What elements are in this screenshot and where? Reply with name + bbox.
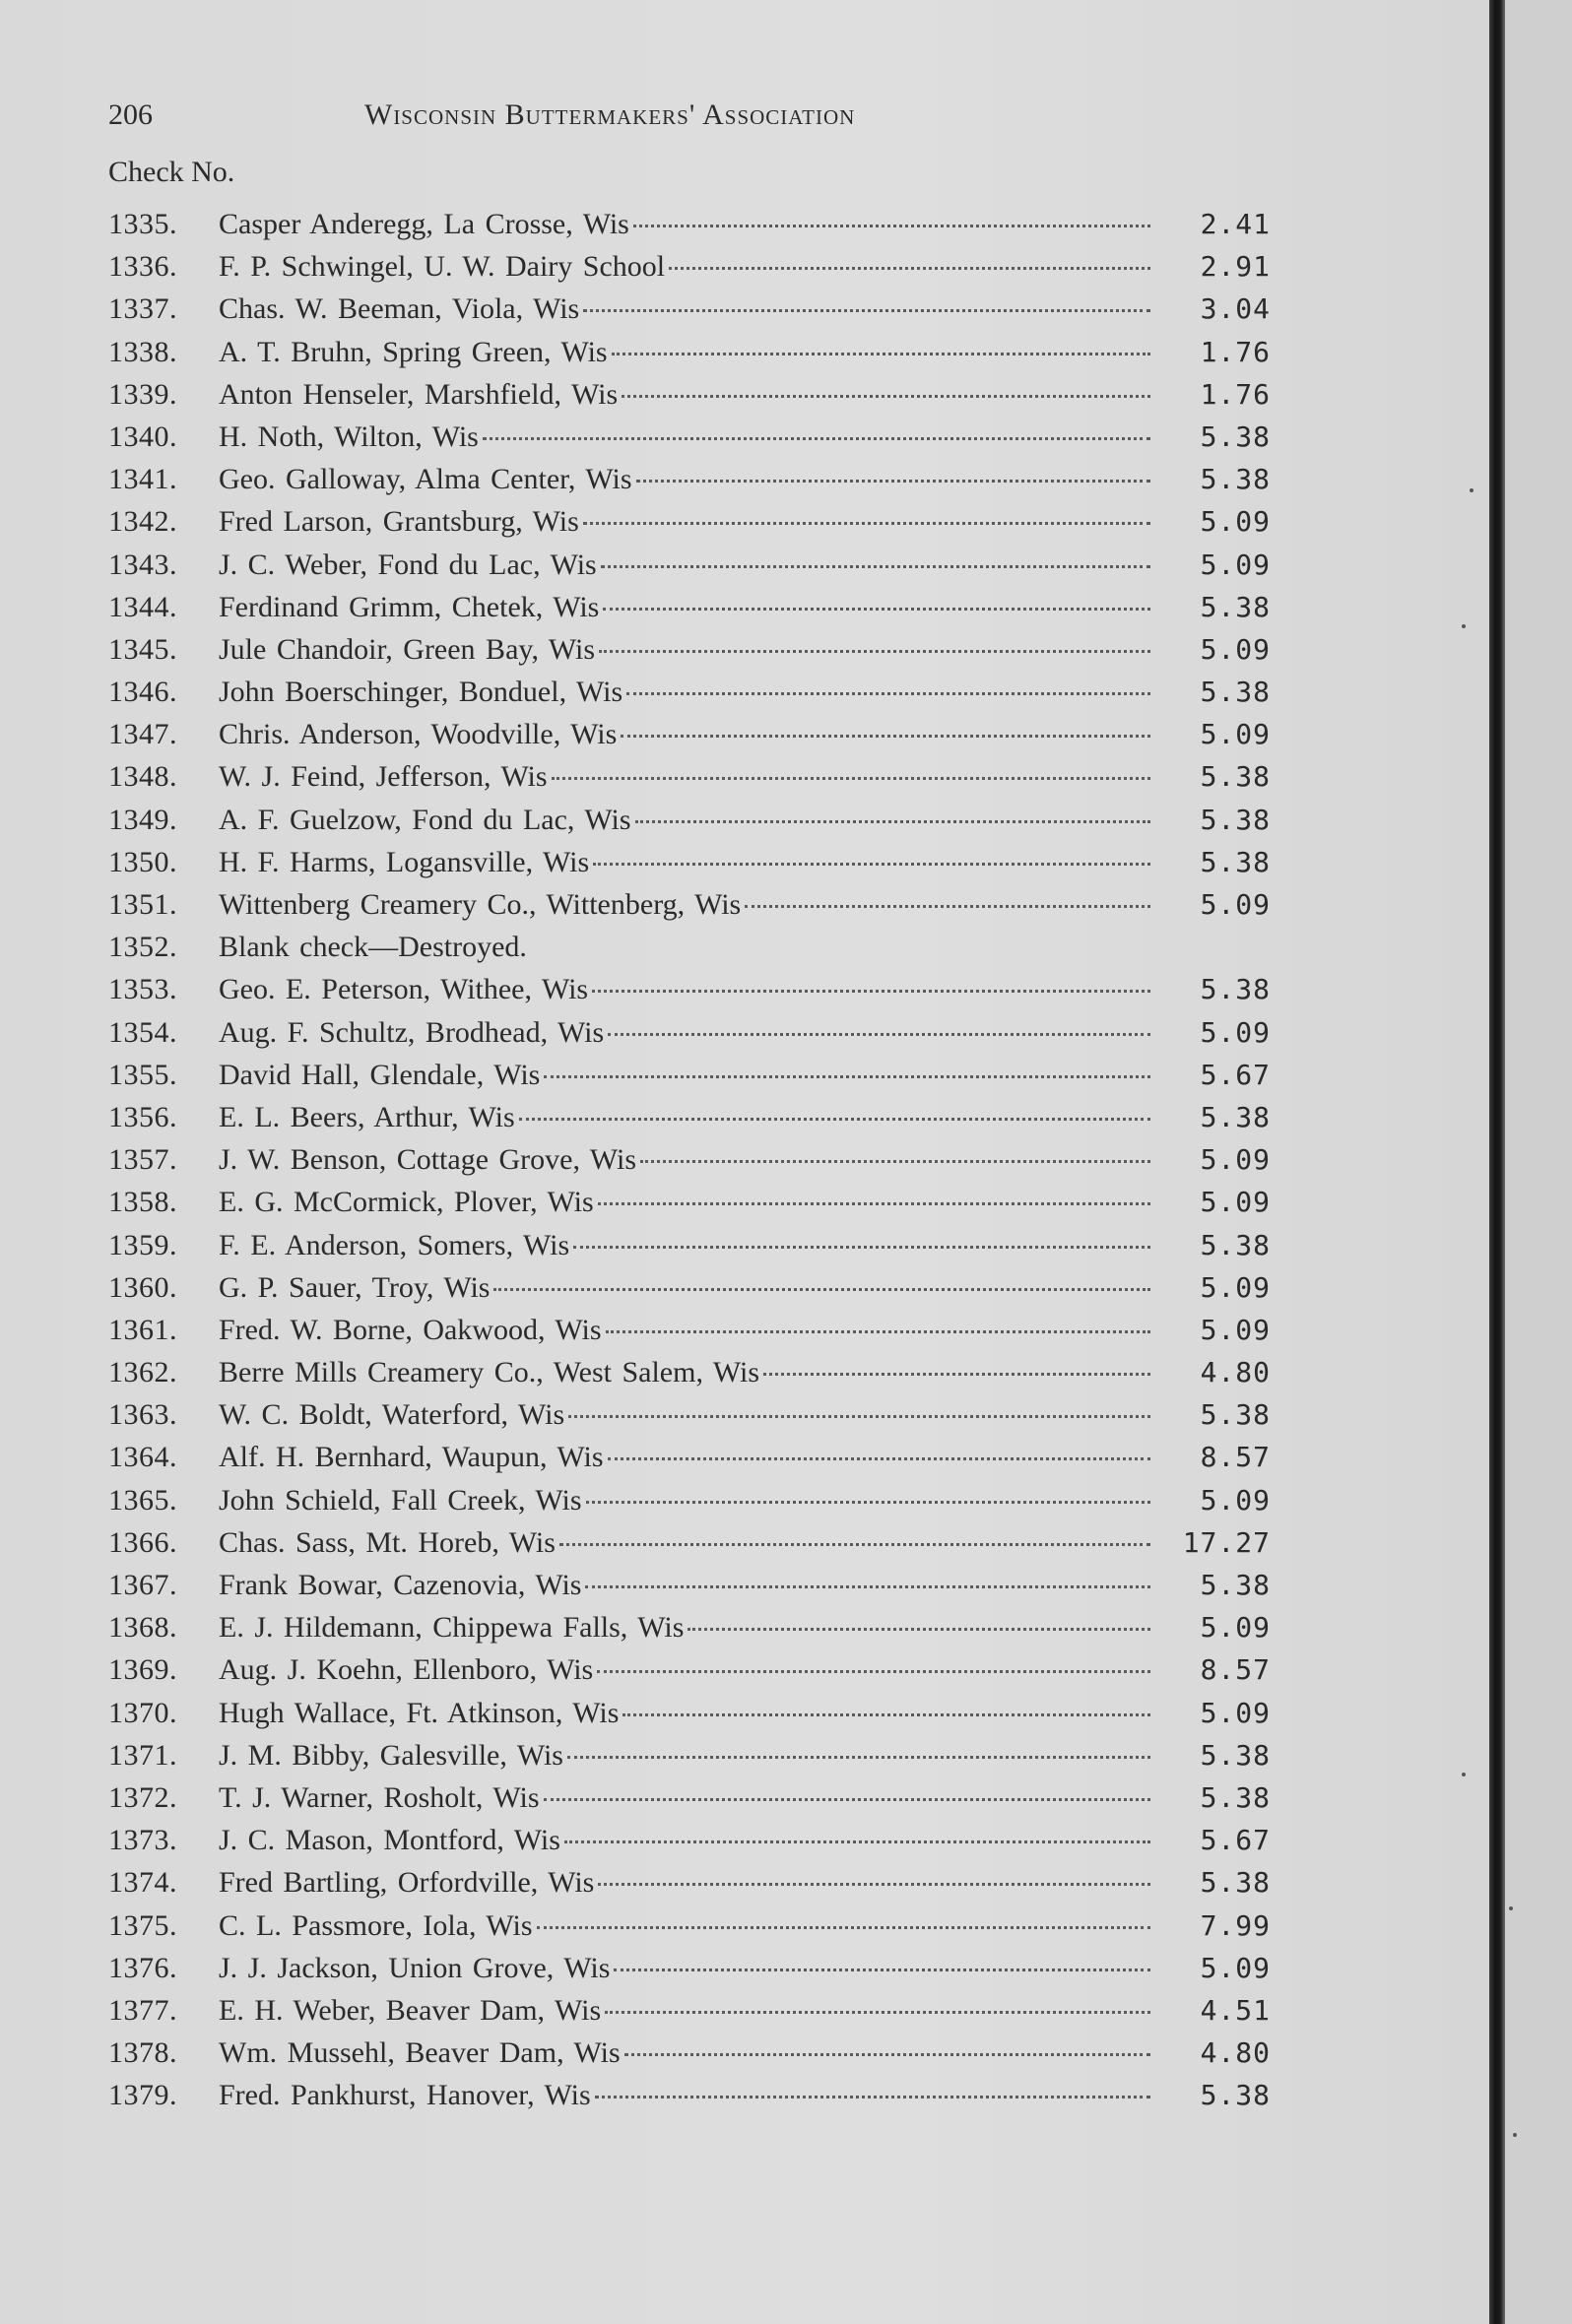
- dot-leader: [483, 437, 1150, 440]
- check-amount: 5.38: [1200, 676, 1271, 709]
- check-amount: 17.27: [1182, 1525, 1271, 1559]
- check-amount: 5.09: [1200, 548, 1271, 581]
- check-number: 1344.: [108, 590, 177, 623]
- check-entry-row: [0, 1564, 1489, 1606]
- dot-leader: [544, 1798, 1151, 1801]
- payee-name: Fred. Pankhurst, Hanover, Wis: [219, 2079, 591, 2112]
- check-entry-row: [0, 373, 1489, 416]
- payee-cell: [219, 1648, 1150, 1691]
- payee-name: Aug. J. Koehn, Ellenboro, Wis: [219, 1653, 594, 1687]
- dot-leader: [583, 522, 1150, 525]
- check-number: 1375.: [108, 1908, 177, 1942]
- check-entry-row: [0, 713, 1489, 755]
- payee-name: Ferdinand Grimm, Chetek, Wis: [219, 590, 600, 623]
- check-entry-row: [0, 416, 1489, 458]
- check-entry-row: [0, 1606, 1489, 1648]
- check-number: 1359.: [108, 1228, 177, 1261]
- payee-name: A. F. Guelzow, Fond du Lac, Wis: [219, 803, 631, 836]
- payee-cell: [219, 1266, 1150, 1309]
- payee-cell: [219, 1309, 1150, 1351]
- payee-cell: [219, 1692, 1150, 1734]
- check-number: 1351.: [108, 888, 177, 921]
- check-amount: 5.09: [1200, 718, 1271, 751]
- dot-leader: [636, 480, 1150, 483]
- dot-leader: [633, 225, 1150, 227]
- payee-cell: [219, 1436, 1150, 1478]
- check-number: 1347.: [108, 718, 177, 751]
- check-entry-row: [0, 458, 1489, 500]
- check-entry-row: [0, 1734, 1489, 1776]
- dot-leader: [601, 565, 1150, 568]
- check-amount: 8.57: [1200, 1653, 1271, 1687]
- payee-name: Wittenberg Creamery Co., Wittenberg, Wis: [219, 888, 742, 921]
- check-amount: 5.38: [1200, 1738, 1271, 1772]
- payee-cell: [219, 1011, 1150, 1054]
- check-amount: 5.38: [1200, 590, 1271, 623]
- dot-leader: [586, 1501, 1150, 1504]
- payee-name: E. H. Weber, Beaver Dam, Wis: [219, 1993, 602, 2027]
- dot-leader: [595, 2096, 1150, 2098]
- payee-name: Geo. Galloway, Alma Center, Wis: [219, 463, 632, 496]
- payee-cell: [219, 1861, 1150, 1904]
- dot-leader: [612, 353, 1150, 355]
- check-entry-row: [0, 1904, 1489, 1947]
- check-entry-row: [0, 288, 1489, 330]
- running-title: Wisconsin Buttermakers' Association: [364, 98, 856, 131]
- dot-leader: [493, 1288, 1150, 1291]
- check-amount: 2.91: [1200, 250, 1271, 284]
- dot-leader: [614, 1969, 1150, 1971]
- payee-name: J. C. Weber, Fond du Lac, Wis: [219, 548, 597, 581]
- payee-name: J. J. Jackson, Union Grove, Wis: [219, 1951, 611, 1984]
- payee-cell: [219, 1393, 1150, 1436]
- check-entry-row: [0, 1776, 1489, 1819]
- check-number: 1339.: [108, 377, 177, 411]
- payee-cell: [219, 1521, 1150, 1564]
- dot-leader: [626, 692, 1150, 695]
- check-amount: 5.38: [1200, 1398, 1271, 1432]
- dot-leader: [564, 1840, 1150, 1843]
- dot-leader: [519, 1118, 1150, 1121]
- check-entry-row: [0, 1692, 1489, 1734]
- check-entry-row: [0, 544, 1489, 586]
- payee-cell: [219, 883, 1150, 926]
- check-number: 1379.: [108, 2079, 177, 2112]
- payee-name: W. C. Boldt, Waterford, Wis: [219, 1398, 565, 1432]
- check-entry-row: [0, 245, 1489, 288]
- payee-name: Alf. H. Bernhard, Waupun, Wis: [219, 1441, 604, 1474]
- payee-name: J. C. Mason, Montford, Wis: [219, 1824, 560, 1857]
- payee-name: David Hall, Glendale, Wis: [219, 1058, 541, 1091]
- check-amount: 5.38: [1200, 463, 1271, 496]
- payee-name: Chris. Anderson, Woodville, Wis: [219, 718, 618, 751]
- payee-name: Wm. Mussehl, Beaver Dam, Wis: [219, 2036, 621, 2070]
- check-amount: 5.38: [1200, 1780, 1271, 1814]
- dot-leader: [621, 735, 1150, 738]
- dot-leader: [537, 1926, 1150, 1929]
- dot-leader: [608, 1033, 1150, 1036]
- payee-name: Chas. W. Beeman, Viola, Wis: [219, 292, 580, 326]
- dot-leader: [605, 2011, 1150, 2014]
- check-amount: 4.80: [1200, 2036, 1271, 2070]
- payee-cell: [219, 1096, 1150, 1138]
- dot-leader: [598, 1883, 1150, 1886]
- check-number: 1368.: [108, 1611, 177, 1645]
- check-amount: 5.09: [1200, 1483, 1271, 1517]
- payee-cell: [219, 2074, 1150, 2116]
- check-entry-row: [0, 628, 1489, 671]
- payee-cell: [219, 1224, 1150, 1266]
- check-entry-row: [0, 1054, 1489, 1096]
- dot-leader: [624, 2053, 1150, 2056]
- check-entry-row: [0, 1309, 1489, 1351]
- check-entry-row: [0, 926, 1489, 968]
- check-amount: 5.09: [1200, 1951, 1271, 1984]
- check-entry-row: [0, 1819, 1489, 1861]
- payee-cell: [219, 1776, 1150, 1819]
- payee-name: Fred Bartling, Orfordville, Wis: [219, 1866, 595, 1900]
- payee-cell: [219, 1904, 1150, 1947]
- payee-cell: [219, 713, 1150, 755]
- dot-leader: [688, 1628, 1150, 1631]
- payee-name: Anton Henseler, Marshfield, Wis: [219, 377, 619, 411]
- payee-cell: [219, 288, 1150, 330]
- check-number: 1342.: [108, 505, 177, 539]
- dot-leader: [640, 1160, 1150, 1163]
- payee-cell: [219, 799, 1150, 841]
- payee-name: E. J. Hildemann, Chippewa Falls, Wis: [219, 1611, 685, 1645]
- payee-name: J. W. Benson, Cottage Grove, Wis: [219, 1143, 637, 1177]
- check-entry-row: [0, 1096, 1489, 1138]
- dot-leader: [559, 1543, 1150, 1546]
- check-amount: 5.38: [1200, 420, 1271, 453]
- check-list: [0, 203, 1489, 2116]
- payee-name: F. P. Schwingel, U. W. Dairy School: [219, 250, 666, 284]
- check-entry-row: [0, 203, 1489, 245]
- check-amount: 5.09: [1200, 1313, 1271, 1346]
- check-number: 1366.: [108, 1525, 177, 1559]
- dot-leader: [635, 820, 1150, 823]
- check-entry-row: [0, 2032, 1489, 2074]
- check-entry-row: [0, 586, 1489, 628]
- check-entry-row: [0, 799, 1489, 841]
- payee-cell: [219, 1479, 1150, 1521]
- check-entry-row: [0, 968, 1489, 1010]
- check-amount: 5.09: [1200, 888, 1271, 921]
- check-amount: 1.76: [1200, 335, 1271, 368]
- check-amount: 2.41: [1200, 208, 1271, 240]
- payee-cell: [219, 628, 1150, 671]
- check-entry-row: [0, 755, 1489, 798]
- dot-leader: [552, 777, 1150, 780]
- check-number: 1355.: [108, 1058, 177, 1091]
- paper-speck: [1509, 1906, 1513, 1910]
- payee-cell: [219, 245, 1150, 288]
- check-number: 1356.: [108, 1100, 177, 1133]
- check-entry-row: [0, 331, 1489, 373]
- payee-name: John Schield, Fall Creek, Wis: [219, 1483, 582, 1517]
- check-entry-row: [0, 1393, 1489, 1436]
- payee-name: Chas. Sass, Mt. Horeb, Wis: [219, 1525, 556, 1559]
- check-number: 1362.: [108, 1356, 177, 1389]
- check-number: 1360.: [108, 1270, 177, 1304]
- dot-leader: [567, 1756, 1150, 1759]
- payee-cell: [219, 1054, 1150, 1096]
- payee-cell: [219, 1351, 1150, 1393]
- check-amount: 5.09: [1200, 1270, 1271, 1304]
- check-number: 1365.: [108, 1483, 177, 1517]
- dot-leader: [606, 1330, 1150, 1333]
- check-amount: 5.09: [1200, 1186, 1271, 1219]
- page-header: [108, 98, 1271, 138]
- check-entry-row: [0, 1861, 1489, 1904]
- check-number: 1373.: [108, 1824, 177, 1857]
- dot-leader: [544, 1075, 1150, 1078]
- column-heading: Check No.: [108, 156, 235, 188]
- dot-leader: [593, 863, 1150, 866]
- check-number: 1353.: [108, 973, 177, 1006]
- payee-name: T. J. Warner, Rosholt, Wis: [219, 1780, 540, 1814]
- payee-name: J. M. Bibby, Galesville, Wis: [219, 1738, 563, 1772]
- check-number: 1337.: [108, 292, 177, 326]
- payee-name: Hugh Wallace, Ft. Atkinson, Wis: [219, 1696, 620, 1729]
- payee-name: W. J. Feind, Jefferson, Wis: [219, 760, 548, 794]
- payee-name: H. F. Harms, Logansville, Wis: [219, 845, 590, 878]
- dot-leader: [585, 1585, 1150, 1588]
- check-number: 1335.: [108, 208, 177, 240]
- check-amount: 5.38: [1200, 845, 1271, 878]
- check-entry-row: [0, 1947, 1489, 1989]
- payee-cell: [219, 755, 1150, 798]
- check-number: 1372.: [108, 1780, 177, 1814]
- dot-leader: [598, 1202, 1150, 1205]
- payee-cell: [219, 1606, 1150, 1648]
- check-amount: 5.38: [1200, 1569, 1271, 1601]
- check-entry-row: [0, 1351, 1489, 1393]
- dot-leader: [599, 650, 1150, 653]
- check-amount: 1.76: [1200, 377, 1271, 411]
- payee-cell: [219, 203, 1150, 245]
- check-amount: 8.57: [1200, 1441, 1271, 1474]
- payee-name: H. Noth, Wilton, Wis: [219, 420, 479, 453]
- check-amount: 4.80: [1200, 1356, 1271, 1389]
- check-number: 1345.: [108, 632, 177, 666]
- dot-leader: [603, 608, 1150, 611]
- payee-name: John Boerschinger, Bonduel, Wis: [219, 676, 623, 709]
- check-number: 1370.: [108, 1696, 177, 1729]
- dot-leader: [622, 1713, 1150, 1716]
- check-entry-row: [0, 1648, 1489, 1691]
- check-amount: 7.99: [1200, 1908, 1271, 1942]
- check-amount: 5.38: [1200, 760, 1271, 794]
- payee-name: G. P. Sauer, Troy, Wis: [219, 1270, 491, 1304]
- check-number: 1367.: [108, 1569, 177, 1601]
- payee-cell: [219, 2032, 1150, 2074]
- check-number: 1354.: [108, 1015, 177, 1049]
- payee-name: E. G. McCormick, Plover, Wis: [219, 1186, 594, 1219]
- payee-cell: [219, 1734, 1150, 1776]
- payee-name: E. L. Beers, Arthur, Wis: [219, 1100, 515, 1133]
- check-amount: 5.09: [1200, 632, 1271, 666]
- payee-name: Aug. F. Schultz, Brodhead, Wis: [219, 1015, 605, 1049]
- payee-name: Fred Larson, Grantsburg, Wis: [219, 505, 579, 539]
- payee-cell: [219, 500, 1150, 543]
- dot-leader: [568, 1415, 1150, 1418]
- check-number: 1343.: [108, 548, 177, 581]
- check-amount: 5.38: [1200, 1100, 1271, 1133]
- check-number: 1358.: [108, 1186, 177, 1219]
- check-entry-row: [0, 841, 1489, 883]
- check-number: 1340.: [108, 420, 177, 453]
- check-entry-row: [0, 1011, 1489, 1054]
- check-amount: 5.38: [1200, 973, 1271, 1006]
- check-number: 1350.: [108, 845, 177, 878]
- check-number: 1349.: [108, 803, 177, 836]
- check-entry-row: [0, 1224, 1489, 1266]
- check-amount: 5.67: [1200, 1824, 1271, 1857]
- dot-leader: [583, 309, 1150, 312]
- check-entry-row: [0, 1436, 1489, 1478]
- check-number: 1369.: [108, 1653, 177, 1687]
- check-number: 1376.: [108, 1951, 177, 1984]
- payee-name: Blank check—Destroyed.: [219, 931, 527, 964]
- payee-name: Frank Bowar, Cazenovia, Wis: [219, 1569, 582, 1601]
- check-number: 1377.: [108, 1993, 177, 2027]
- check-amount: 5.09: [1200, 505, 1271, 539]
- check-number: 1346.: [108, 676, 177, 709]
- payee-cell: [219, 544, 1150, 586]
- check-entry-row: [0, 1989, 1489, 2032]
- dot-leader: [763, 1373, 1150, 1376]
- paper-speck: [1513, 2133, 1517, 2137]
- page-number: 206: [108, 98, 153, 131]
- check-entry-row: [0, 2074, 1489, 2116]
- payee-cell: [219, 416, 1150, 458]
- payee-cell: [219, 671, 1150, 713]
- check-number: 1352.: [108, 931, 177, 964]
- check-amount: 5.38: [1200, 1866, 1271, 1900]
- check-entry-row: [0, 1266, 1489, 1309]
- check-amount: 5.09: [1200, 1611, 1271, 1645]
- check-number: 1374.: [108, 1866, 177, 1900]
- payee-cell: [219, 841, 1150, 883]
- check-amount: 4.51: [1200, 1993, 1271, 2027]
- payee-name: F. E. Anderson, Somers, Wis: [219, 1228, 570, 1261]
- payee-cell: [219, 1947, 1150, 1989]
- check-entry-row: [0, 883, 1489, 926]
- check-amount: 3.04: [1200, 292, 1271, 326]
- check-number: 1336.: [108, 250, 177, 284]
- check-amount: 5.67: [1200, 1058, 1271, 1091]
- check-number: 1348.: [108, 760, 177, 794]
- check-number: 1338.: [108, 335, 177, 368]
- payee-cell: [219, 331, 1150, 373]
- check-amount: 5.09: [1200, 1143, 1271, 1177]
- check-entry-row: [0, 500, 1489, 543]
- payee-cell: [219, 926, 1150, 968]
- payee-name: C. L. Passmore, Iola, Wis: [219, 1908, 533, 1942]
- check-number: 1357.: [108, 1143, 177, 1177]
- check-entry-row: [0, 1181, 1489, 1223]
- payee-cell: [219, 1989, 1150, 2032]
- payee-cell: [219, 373, 1150, 416]
- payee-cell: [219, 1138, 1150, 1181]
- payee-name: Casper Anderegg, La Crosse, Wis: [219, 208, 629, 240]
- payee-name: Jule Chandoir, Green Bay, Wis: [219, 632, 596, 666]
- check-amount: 5.38: [1200, 2079, 1271, 2112]
- dot-leader: [745, 905, 1150, 908]
- dot-leader: [597, 1670, 1150, 1673]
- check-number: 1361.: [108, 1313, 177, 1346]
- payee-name: Fred. W. Borne, Oakwood, Wis: [219, 1313, 602, 1346]
- check-amount: 5.09: [1200, 1696, 1271, 1729]
- payee-cell: [219, 586, 1150, 628]
- payee-cell: [219, 1564, 1150, 1606]
- dot-leader: [592, 990, 1150, 993]
- payee-name: Berre Mills Creamery Co., West Salem, Wis: [219, 1356, 760, 1389]
- payee-name: A. T. Bruhn, Spring Green, Wis: [219, 335, 608, 368]
- check-number: 1371.: [108, 1738, 177, 1772]
- check-entry-row: [0, 1521, 1489, 1564]
- check-entry-row: [0, 1479, 1489, 1521]
- check-number: 1364.: [108, 1441, 177, 1474]
- check-entry-row: [0, 1138, 1489, 1181]
- binding-edge: [1489, 0, 1505, 2324]
- payee-cell: [219, 1819, 1150, 1861]
- payee-name: Geo. E. Peterson, Withee, Wis: [219, 973, 589, 1006]
- dot-leader: [669, 267, 1150, 270]
- check-entry-row: [0, 671, 1489, 713]
- payee-cell: [219, 968, 1150, 1010]
- check-number: 1363.: [108, 1398, 177, 1432]
- dot-leader: [608, 1457, 1150, 1460]
- check-number: 1341.: [108, 463, 177, 496]
- payee-cell: [219, 458, 1150, 500]
- check-amount: 5.09: [1200, 1015, 1271, 1049]
- dot-leader: [622, 395, 1150, 398]
- check-amount: 5.38: [1200, 803, 1271, 836]
- dot-leader: [573, 1246, 1150, 1249]
- check-number: 1378.: [108, 2036, 177, 2070]
- payee-cell: [219, 1181, 1150, 1223]
- check-amount: 5.38: [1200, 1228, 1271, 1261]
